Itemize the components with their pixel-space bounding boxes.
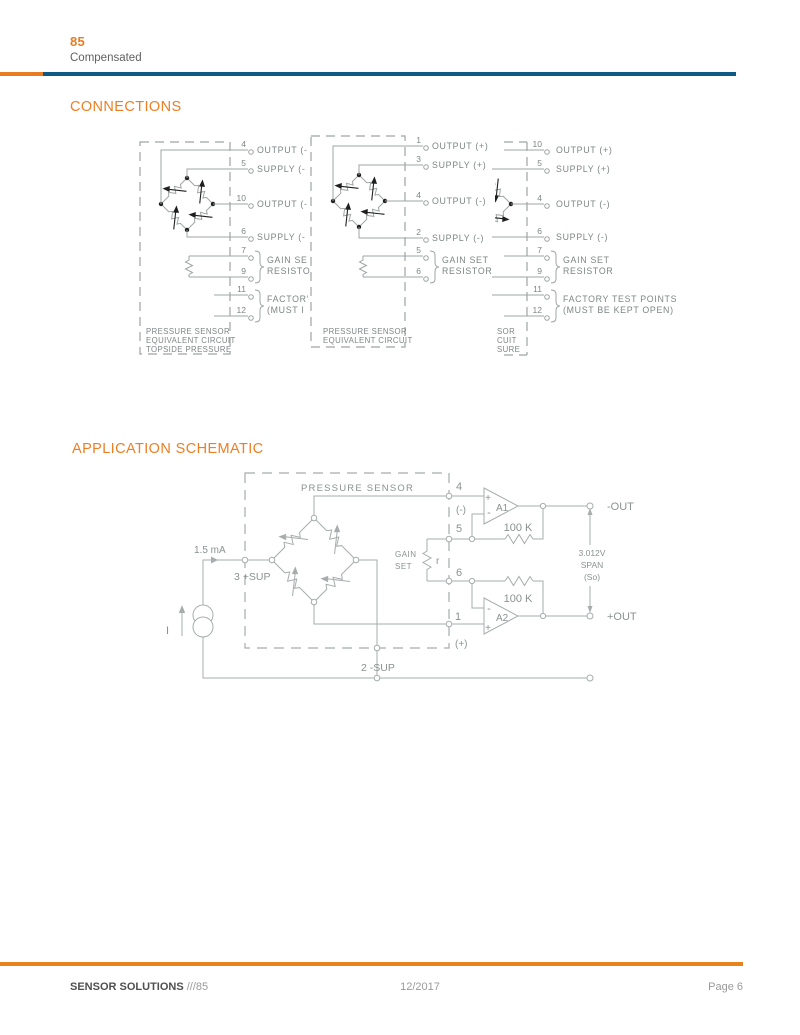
connections-title: CONNECTIONS [70,99,182,115]
pin-label: SUPPLY (-) [432,233,485,243]
feedback-resistor-2-value: 100 K [503,593,533,605]
footer-product: ///85 [186,981,209,993]
application-schematic-title: APPLICATION SCHEMATIC [72,441,264,457]
pin-label: OUTPUT (- [257,145,308,155]
footer-brand: SENSOR SOLUTIONS [70,981,184,993]
gain-set-label: RESISTO [267,266,311,276]
pin-number: 9 [537,266,542,276]
gain-set-label: SET [395,562,413,571]
pin-number: 5 [241,158,246,168]
span-label: SPAN [580,560,604,570]
product-number: 85 [70,34,86,49]
pin-number: 7 [241,245,246,255]
a2-label: A2 [496,613,509,624]
span-voltage-label: 3.012V [578,548,606,558]
footer-rule [0,962,743,966]
pin-number: 3 [416,154,421,164]
pin4-sign: (-) [456,505,466,516]
sensor-boundary-box [140,142,230,354]
pin-number: 12 [532,305,542,315]
pin1-sign: (+) [455,639,468,650]
pin5-number: 5 [456,523,463,535]
pin-number: 6 [416,266,421,276]
pin-label: SUPPLY (- [257,232,306,242]
footer-page-number: Page 6 [708,981,743,993]
a1-minus-input: - [487,507,491,519]
pin-number: 5 [537,158,542,168]
gain-set-label: GAIN [395,550,417,559]
connections-diagram-3 [478,139,677,355]
out-pos-label: +OUT [607,611,637,623]
pin-number: 4 [241,139,246,149]
pin-number: 12 [236,305,246,315]
factory-test-label: FACTORY TEST POINTS [563,294,678,304]
a1-plus-input: + [485,493,491,504]
a1-label: A1 [496,503,509,514]
span-symbol-label: (So) [583,572,601,582]
pin-number: 1 [416,135,421,145]
out-neg-label: -OUT [607,501,634,513]
diagram-caption: TOPSIDE PRESSURE [146,345,232,354]
pin-number: 10 [532,139,542,149]
pin-number: 4 [416,190,421,200]
gain-set-label: GAIN SET [563,255,610,265]
supply-pos-label: 3 +SUP [234,571,271,583]
gain-set-label: RESISTOR [563,266,614,276]
pin-label: SUPPLY (+) [432,160,487,170]
pin-number: 11 [237,284,246,294]
diagram-caption: SOR [497,327,516,336]
diagram-caption: PRESSURE SENSOR [323,327,407,336]
current-source-icon [193,617,213,637]
pin-label: OUTPUT (-) [556,199,611,209]
diagram-caption: CUIT [497,336,517,345]
pin4-number: 4 [456,481,463,493]
pin-number: 2 [416,227,421,237]
application-schematic [166,473,637,681]
pin-number: 6 [537,226,542,236]
diagram-caption: EQUIVALENT CIRCUIT [323,336,413,345]
pin-label: SUPPLY (-) [556,232,609,242]
gain-set-label: GAIN SE [267,255,308,265]
supply-neg-label: 2 -SUP [361,662,395,674]
sensor-boundary-box [504,142,527,355]
pressure-sensor-label: PRESSURE SENSOR [301,483,415,494]
pin-label: OUTPUT (-) [432,196,487,206]
pressure-sensor-box [245,473,449,648]
feedback-resistor-1-value: 100 K [503,522,533,534]
pin-label: OUTPUT (+) [556,145,613,155]
pin-label: OUTPUT (+) [432,141,489,151]
diagram-caption: PRESSURE SENSOR [146,327,230,336]
pin-number: 9 [241,266,246,276]
pin-label: OUTPUT (- [257,199,308,209]
current-symbol-label: I [166,625,170,637]
diagram-caption: SURE [497,345,521,354]
gain-resistor-label: r [436,556,440,567]
pin-number: 5 [416,245,421,255]
a2-plus-input: + [485,623,491,634]
sensor-boundary-box [311,136,405,347]
product-subtitle: Compensated [70,52,142,64]
pin-number: 7 [537,245,542,255]
footer-date: 12/2017 [400,981,440,993]
pin-number: 10 [236,193,246,203]
pin-number: 6 [241,226,246,236]
footer-left [70,981,208,993]
gain-set-label: RESISTOR [442,266,493,276]
factory-test-label: FACTOR' [267,294,310,304]
pin-number: 11 [533,284,542,294]
connections-diagram-1 [140,139,310,354]
gain-set-label: GAIN SET [442,255,489,265]
factory-test-label: (MUST I [267,305,305,315]
connections-diagram-2 [311,135,492,347]
diagram-caption: EQUIVALENT CIRCUIT [146,336,236,345]
factory-test-label: (MUST BE KEPT OPEN) [563,305,674,315]
pin1-number: 1 [455,611,462,623]
a2-minus-input: - [487,603,491,615]
pin-number: 4 [537,193,542,203]
pin-label: SUPPLY (- [257,164,306,174]
pin-label: SUPPLY (+) [556,164,611,174]
pin6-number: 6 [456,567,463,579]
current-value-label: 1.5 mA [194,545,226,556]
